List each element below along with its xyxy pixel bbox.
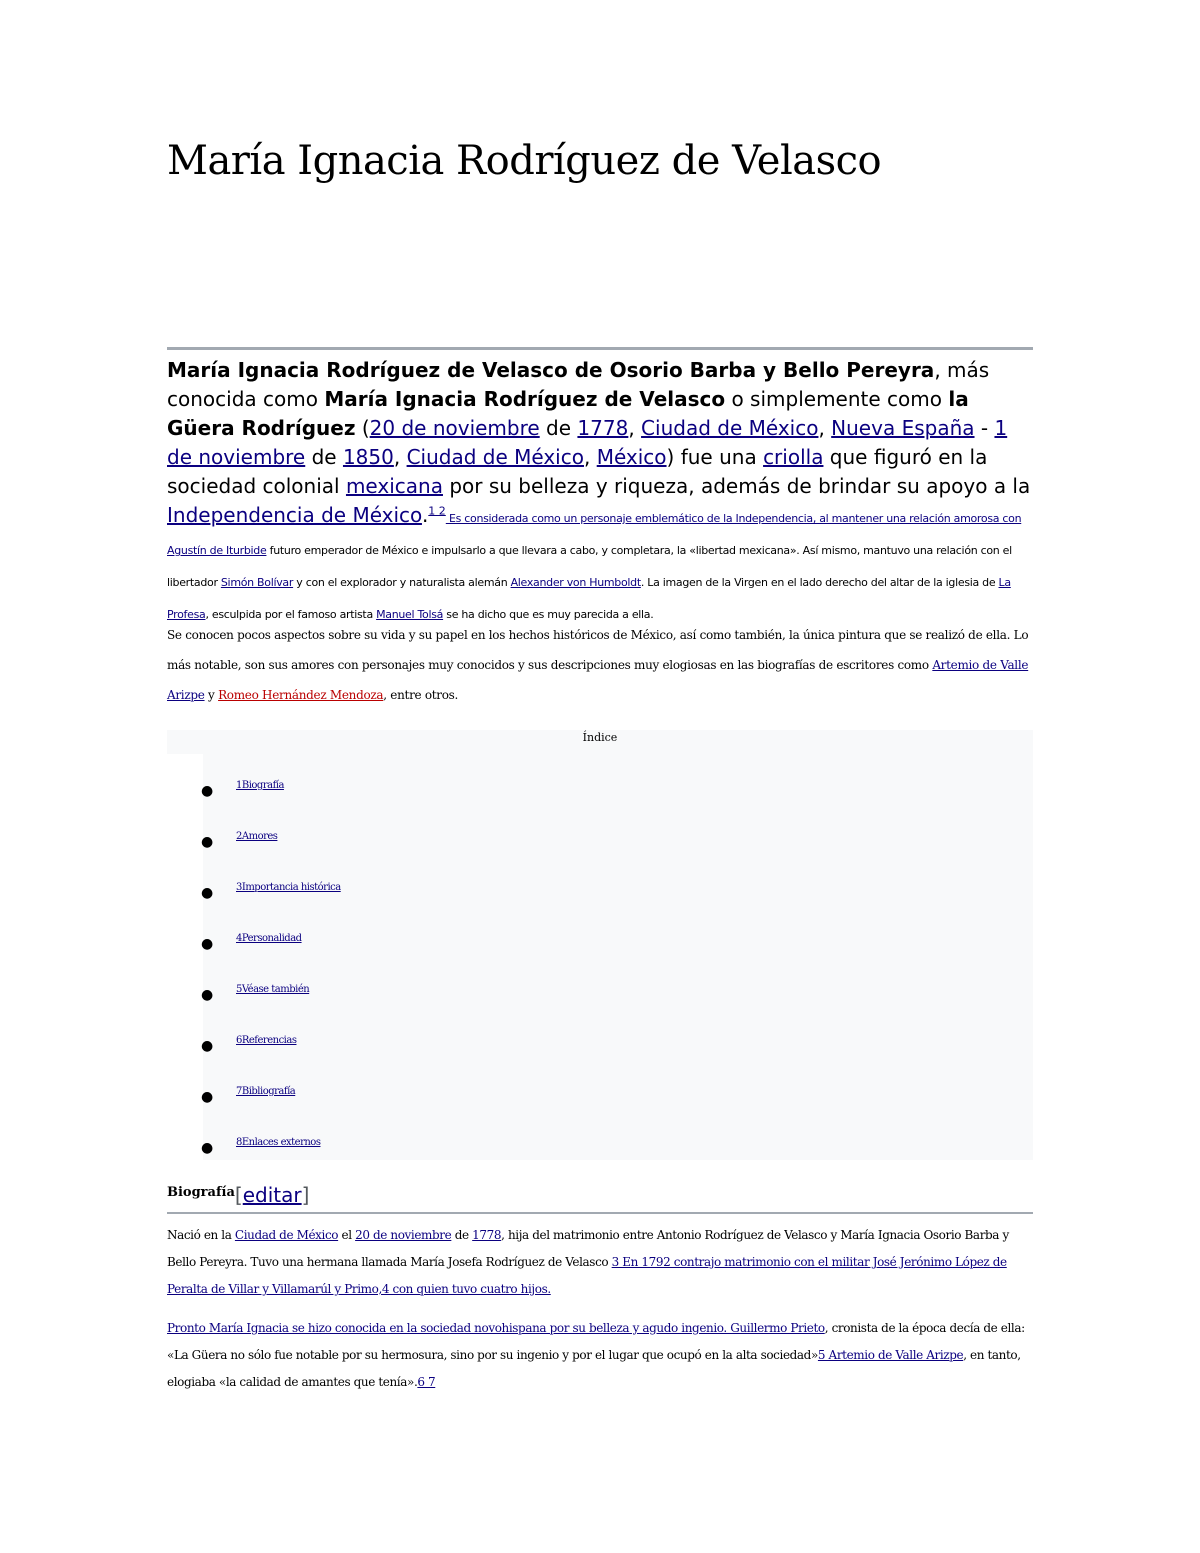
toc-item [167, 778, 567, 798]
lead-small-segment: futuro emperador de México e impulsarlo a que llevara a cabo, y completara, la «libertad mexicana». Así mismo, mantuvo una relación con el libertador [167, 544, 1012, 589]
link-birth-date-2[interactable]: 20 de noviembre [355, 1228, 452, 1242]
link-independencia[interactable]: Independencia de México [167, 503, 422, 527]
biography-paragraph-2 [167, 1315, 1033, 1396]
link-manuel-tolsa[interactable]: Manuel Tolsá [376, 608, 444, 621]
toc-link-referencias[interactable]: 6Referencias [236, 1035, 297, 1046]
link-artemio-reference[interactable]: 5 Artemio de Valle Arizpe [817, 1348, 964, 1362]
link-humboldt[interactable]: Alexander von Humboldt [510, 576, 641, 589]
bio-text: Nació en la [167, 1228, 235, 1242]
link-artemio-de-valle-arizpe[interactable]: Artemio de Valle Arizpe [167, 658, 1029, 702]
link-pronto-sentence[interactable]: Pronto María Ignacia se hizo conocida en la sociedad novohispana por su belleza y agudo ingenio. Guillermo Prieto [167, 1321, 825, 1335]
lead-text: o simplemente como [725, 387, 949, 411]
edit-link[interactable]: editar [242, 1183, 302, 1207]
toc-item [167, 880, 567, 900]
lead-text: , [628, 416, 642, 440]
reference-link-6-7[interactable]: 6 7 [417, 1375, 436, 1389]
toc-link-enlaces-externos[interactable]: 8Enlaces externos [236, 1137, 321, 1148]
summary-text: Se conocen pocos aspectos sobre su vida y su papel en los hechos históricos de México, así como también, la única pintura que se realizó de ella. Lo más notable, son sus amores con personajes muy conocidos y sus descripciones muy elogiosas en las biografías de escritores como [167, 628, 1029, 672]
biography-paragraph-1 [167, 1222, 1033, 1303]
edit-bracket: [ [234, 1183, 243, 1207]
toc-link-bibliografia[interactable]: 7Bibliografía [236, 1086, 296, 1097]
link-la-profesa[interactable]: La Profesa [167, 576, 1011, 621]
subject-nickname: la Güera Rodríguez [167, 387, 969, 440]
bio-text: el [338, 1228, 356, 1242]
reference-link[interactable]: 1 2 [428, 504, 446, 518]
lead-small-text [167, 512, 1021, 621]
bullet-icon: ● [201, 834, 214, 850]
summary-text: , entre otros. [383, 688, 458, 702]
toc-item [167, 931, 567, 951]
lead-text: ) fue una [666, 445, 764, 469]
bio-text: , cronista de la época decía de ella: «La Güera no sólo fue notable por su hermosura, sino por su ingenio y por el lugar que ocupó en la alta sociedad» [167, 1321, 1025, 1362]
bio-text: , hija del matrimonio entre Antonio Rodríguez de Velasco y María Ignacia Osorio Barba y Bello Pereyra. Tuvo una hermana llamada María Josefa Rodríguez de Velasco [167, 1228, 1009, 1269]
link-death-date[interactable]: 1 de noviembre [167, 416, 1008, 469]
lead-text: , [393, 445, 407, 469]
link-birth-date[interactable]: 20 de noviembre [369, 416, 540, 440]
bullet-icon: ● [201, 783, 214, 799]
toc-item [167, 1135, 567, 1155]
link-criolla[interactable]: criolla [763, 445, 824, 469]
lead-text: . [421, 503, 429, 527]
bullet-icon: ● [201, 885, 214, 901]
toc-link-biografia[interactable]: 1Biografía [236, 780, 284, 791]
link-simon-bolivar[interactable]: Simón Bolívar [220, 576, 294, 589]
edit-section [235, 1183, 310, 1207]
link-romeo-hernandez-mendoza[interactable]: Romeo Hernández Mendoza [218, 688, 384, 702]
toc-item [167, 1033, 567, 1053]
bullet-icon: ● [201, 1140, 214, 1156]
link-ciudad-de-mexico-3[interactable]: Ciudad de México [234, 1228, 339, 1242]
section-divider [167, 1212, 1033, 1214]
lead-text: por su belleza y riqueza, además de brindar su apoyo a la [442, 474, 1031, 498]
subject-full-name: María Ignacia Rodríguez de Velasco de Osorio Barba y Bello Pereyra [167, 358, 935, 382]
bullet-icon: ● [201, 1038, 214, 1054]
subject-short-name: María Ignacia Rodríguez de Velasco [324, 387, 726, 411]
link-iturbide-sentence[interactable]: Es considerada como un personaje emblemático de la Independencia, al mantener una relación amorosa con Agustín de Iturbide [167, 512, 1022, 557]
bio-text: de [451, 1228, 473, 1242]
lead-text: , más conocida como [167, 358, 990, 411]
table-of-contents [167, 730, 1033, 1160]
lead-small-segment: se ha dicho que es muy parecida a ella. [443, 608, 654, 621]
section-heading-text: Biografía [167, 1185, 235, 1200]
toc-link-personalidad[interactable]: 4Personalidad [236, 933, 302, 944]
link-birth-year-2[interactable]: 1778 [472, 1228, 502, 1242]
lead-text: , [583, 445, 597, 469]
link-nueva-espana[interactable]: Nueva España [831, 416, 975, 440]
title-divider [167, 347, 1033, 350]
toc-item [167, 982, 567, 1002]
lead-text: de [539, 416, 578, 440]
lead-text: que figuró en la sociedad colonial [167, 445, 988, 498]
lead-text: ( [355, 416, 370, 440]
bullet-icon: ● [201, 987, 214, 1003]
toc-title: Índice [582, 731, 618, 744]
bio-text: , en tanto, elogiaba «la calidad de amantes que tenía». [167, 1348, 1021, 1389]
toc-item [167, 1084, 567, 1104]
lead-text: , [818, 416, 832, 440]
link-ciudad-de-mexico[interactable]: Ciudad de México [641, 416, 819, 440]
link-birth-year[interactable]: 1778 [577, 416, 629, 440]
link-death-year[interactable]: 1850 [342, 445, 394, 469]
lead-text: de [305, 445, 343, 469]
lead-paragraph [167, 356, 1033, 629]
link-marriage-sentence[interactable]: 3 En 1792 contrajo matrimonio con el militar José Jerónimo López de Peralta de Villar y Villamarúl y Primo,4 con quien tuvo cuatro hijos. [167, 1255, 1007, 1296]
bullet-icon: ● [201, 1089, 214, 1105]
lead-small-segment: . La imagen de la Virgen en el lado derecho del altar de la iglesia de [640, 576, 999, 589]
toc-link-amores[interactable]: 2Amores [236, 831, 278, 842]
link-mexico[interactable]: México [596, 445, 667, 469]
lead-small-segment: , esculpida por el famoso artista [205, 608, 377, 621]
link-mexicana[interactable]: mexicana [345, 474, 443, 498]
summary-paragraph [167, 620, 1033, 710]
lead-text: - [974, 416, 995, 440]
edit-bracket: ] [301, 1183, 310, 1207]
bullet-icon: ● [201, 936, 214, 952]
summary-text: y [204, 688, 219, 702]
section-heading-biografia [167, 1183, 1033, 1207]
page-title: María Ignacia Rodríguez de Velasco [167, 138, 882, 184]
toc-link-importancia-historica[interactable]: 3Importancia histórica [236, 882, 341, 893]
lead-small-segment: y con el explorador y naturalista alemán [293, 576, 511, 589]
link-ciudad-de-mexico-2[interactable]: Ciudad de México [406, 445, 584, 469]
toc-item [167, 829, 567, 849]
toc-link-vease-tambien[interactable]: 5Véase también [236, 984, 310, 995]
